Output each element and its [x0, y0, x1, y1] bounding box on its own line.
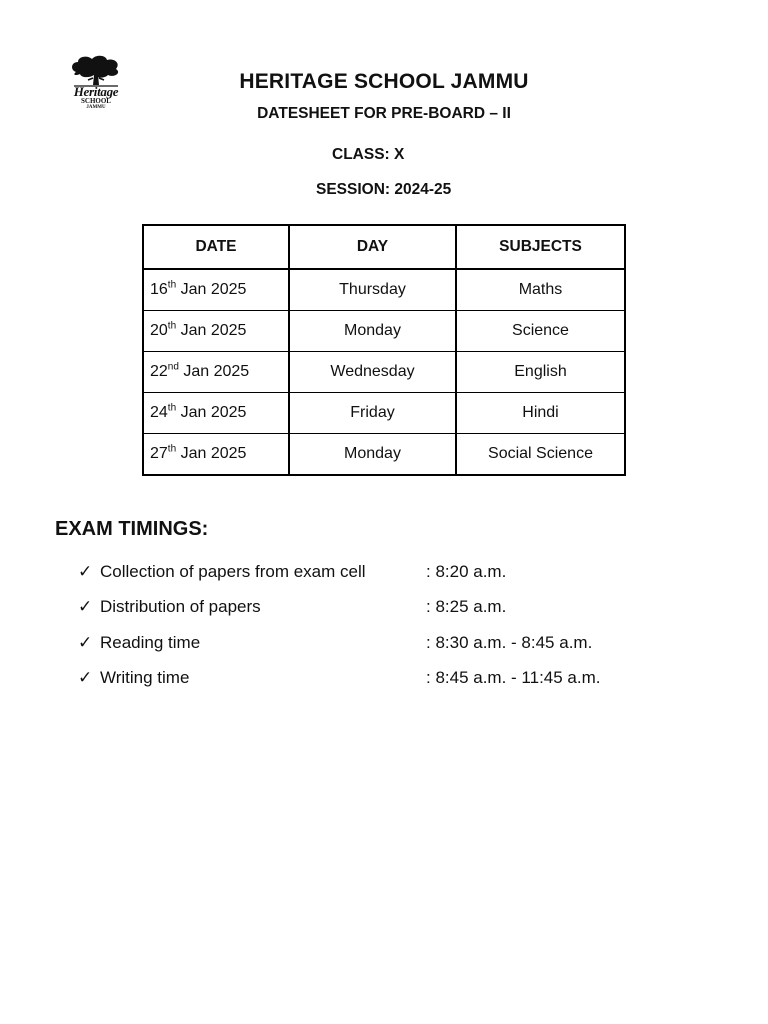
class-label: CLASS: X — [332, 146, 405, 163]
date-cell: 27th Jan 2025 — [143, 434, 289, 476]
timing-item — [78, 562, 507, 586]
subject-cell: Social Science — [456, 434, 625, 476]
subject-cell: Science — [456, 311, 625, 352]
day-cell: Thursday — [289, 269, 456, 311]
table-row — [143, 352, 625, 393]
column-header-date: DATE — [143, 225, 289, 269]
timing-label: Distribution of papers — [100, 597, 261, 616]
day-cell: Wednesday — [289, 352, 456, 393]
table-row — [143, 434, 625, 476]
logo-city: JAMMU — [86, 105, 106, 110]
timing-value: : 8:25 a.m. — [426, 597, 507, 616]
timing-item — [78, 633, 593, 657]
timing-item — [78, 668, 601, 692]
datesheet-table — [142, 224, 626, 476]
date-cell: 20th Jan 2025 — [143, 311, 289, 352]
date-cell: 24th Jan 2025 — [143, 393, 289, 434]
subject-cell: Maths — [456, 269, 625, 311]
check-icon: ✓ — [78, 562, 93, 581]
logo-subtext: SCHOOL — [81, 97, 111, 105]
table-row — [143, 393, 625, 434]
day-cell: Monday — [289, 311, 456, 352]
table-header-row — [143, 225, 625, 269]
column-header-day: DAY — [289, 225, 456, 269]
logo-wordmark: Heritage — [73, 84, 119, 99]
timing-label: Collection of papers from exam cell — [100, 562, 366, 581]
page-title: HERITAGE SCHOOL JAMMU — [239, 70, 529, 93]
timing-value: : 8:20 a.m. — [426, 562, 507, 581]
check-icon: ✓ — [78, 597, 93, 616]
timing-label: Reading time — [100, 633, 201, 652]
day-cell: Friday — [289, 393, 456, 434]
exam-timings-heading: EXAM TIMINGS: — [55, 518, 209, 540]
table-row — [143, 311, 625, 352]
column-header-subjects: SUBJECTS — [456, 225, 625, 269]
page-subtitle: DATESHEET FOR PRE-BOARD – II — [257, 105, 511, 122]
session-label: SESSION: 2024-25 — [316, 181, 452, 198]
check-icon: ✓ — [78, 668, 93, 687]
timing-value: : 8:30 a.m. - 8:45 a.m. — [426, 633, 593, 652]
check-icon: ✓ — [78, 633, 93, 652]
date-cell: 22nd Jan 2025 — [143, 352, 289, 393]
subject-cell: English — [456, 352, 625, 393]
timing-item — [78, 597, 507, 621]
date-cell: 16th Jan 2025 — [143, 269, 289, 311]
table-row — [143, 269, 625, 311]
day-cell: Monday — [289, 434, 456, 476]
timing-value: : 8:45 a.m. - 11:45 a.m. — [426, 668, 601, 687]
subject-cell: Hindi — [456, 393, 625, 434]
timing-label: Writing time — [100, 668, 190, 687]
